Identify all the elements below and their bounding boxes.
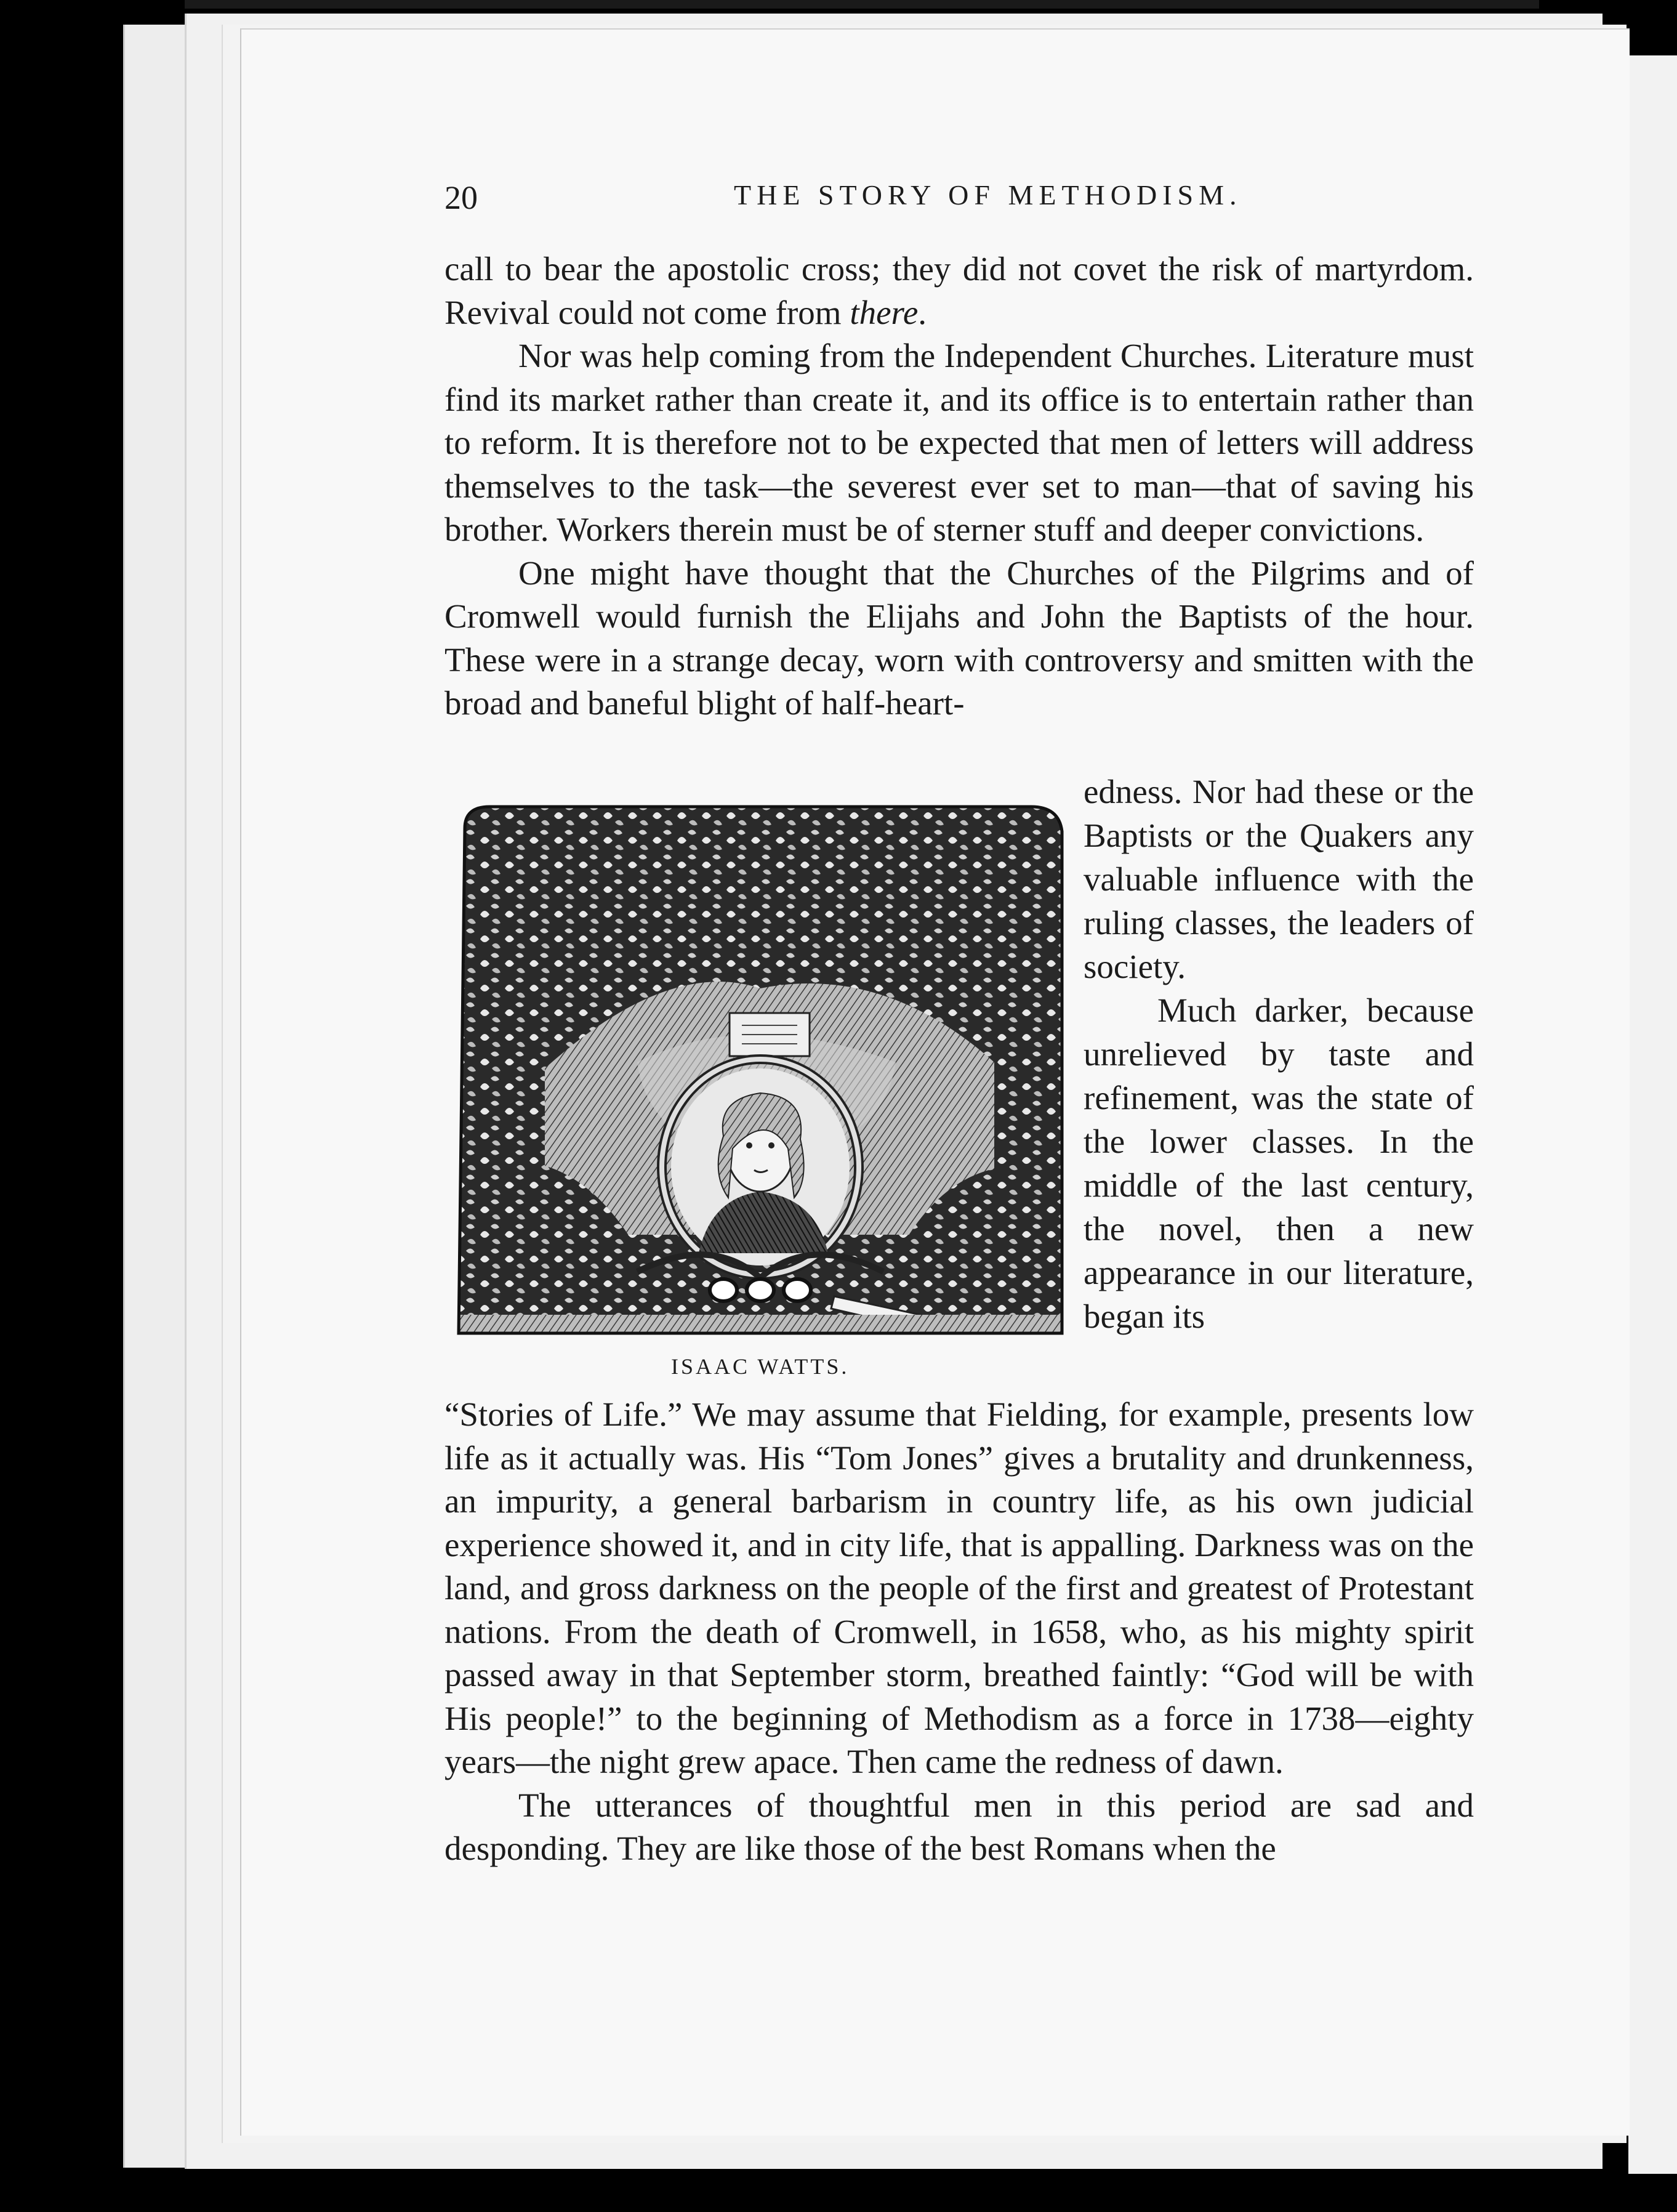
scan-edge-right: [1628, 55, 1677, 2174]
paragraph-text: One might have thought that the Churches of the Pilgrims and of Cromwell would furnish the Elijahs and John the Baptists of the hour. These were in a strange decay, worn with controversy and smitten with the broad and baneful blight of half-heart-: [444, 554, 1474, 722]
paragraph: [444, 334, 1474, 552]
paragraph-text: call to bear the apostolic cross; they did not covet the risk of martyrdom. Revival could not come from: [444, 250, 1474, 331]
paragraph: [1084, 988, 1474, 1338]
paragraph-text: edness. Nor had these or the Baptists or the Quakers any valuable influence with the ruling classes, the leaders of society.: [1084, 773, 1474, 985]
text-block-top: [444, 248, 1474, 725]
paragraph-text: The utterances of thoughtful men in this period are sad and desponding. They are like those of the best Romans when the: [444, 1786, 1474, 1867]
paragraph-continued: [444, 1393, 1474, 1784]
paragraph-text: Nor was help coming from the Independent Churches. Literature must find its market rather than create it, and its office is to entertain rather than to reform. It is therefore not to be expected that men of letters will address themselves to the task—the severest ever set to man—that of saving his brother. Workers therein must be of sterner stuff and deeper convictions.: [444, 337, 1474, 548]
running-head: [444, 179, 1474, 228]
page-number: 20: [444, 179, 478, 216]
text-block-bottom: [444, 1393, 1474, 1871]
paragraph-text: “Stories of Life.” We may assume that Fielding, for example, presents low life as it actually was. His “Tom Jones” gives a brutality and drunkenness, an impurity, a general barbarism in country life, as his own judicial experience showed it, and in city life, that is appalling. Darkness was on the land, and gross darkness on the people of the first and greatest of Protestant nations. From the death of Cromwell, in 1658, who, as his mighty spirit passed away in that September storm, breathed faintly: “God will be with His people!” to the beginning of Methodism as a force in 1738—eighty years—the night grew apace. Then came the redness of dawn.: [444, 1395, 1474, 1780]
paragraph-text: Much darker, because unrelieved by taste and refinement, was the state of the lower classes. In the middle of the last century, the novel, then a new appearance in our literature, began its: [1084, 991, 1474, 1335]
running-title: THE STORY OF METHODISM.: [734, 179, 1242, 211]
illustration-caption: ISAAC WATTS.: [671, 1354, 850, 1379]
paragraph-continued: [444, 248, 1474, 334]
paragraph: [444, 1784, 1474, 1871]
paragraph-text: .: [918, 293, 927, 331]
paragraph-continued: [1084, 770, 1474, 988]
paragraph: [444, 552, 1474, 725]
scan-edge-top: [185, 0, 1539, 9]
emphasis-text: there: [850, 293, 919, 331]
text-block-beside-illustration: [1084, 770, 1474, 1338]
portrait-engraving-icon: [452, 804, 1068, 1339]
